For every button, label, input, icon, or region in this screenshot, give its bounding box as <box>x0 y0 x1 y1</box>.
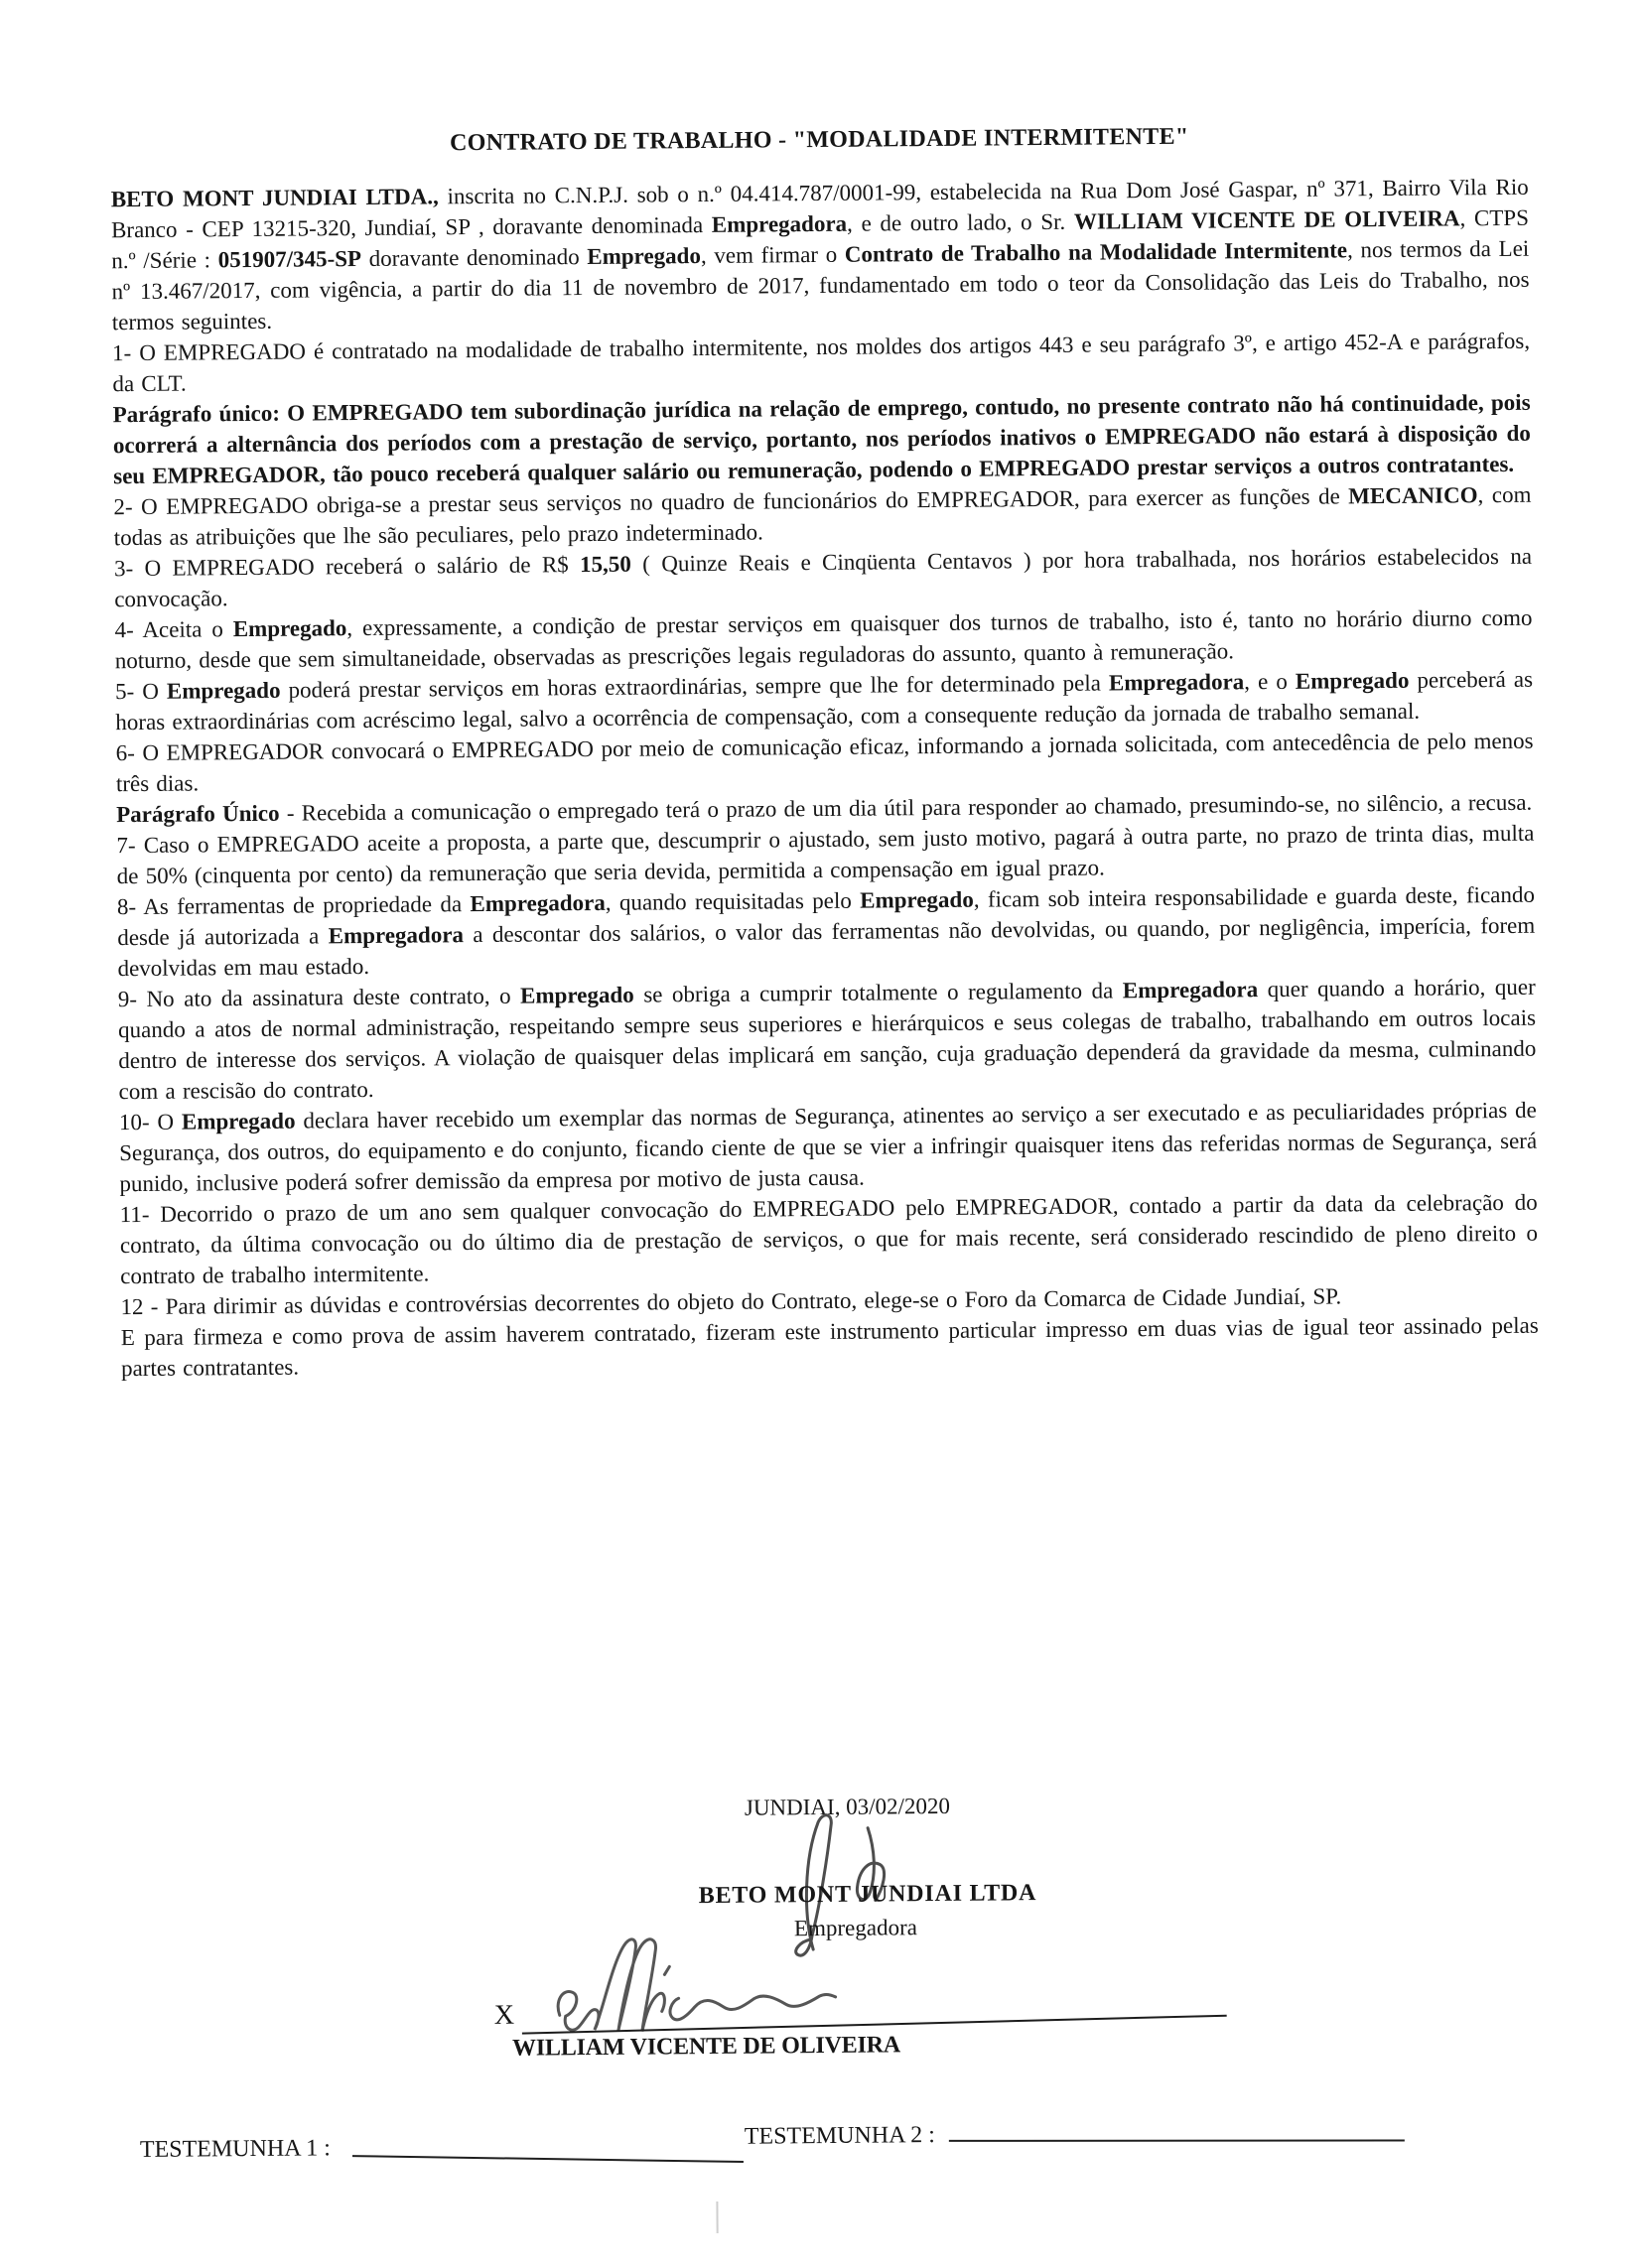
clause-1-paragrafo-unico: Parágrafo único: O EMPREGADO tem subordinação jurídica na relação de emprego, contudo, no presente contrato não há continuidade, pois ocorrerá a alternância dos períodos com a prestação de serviço, portanto, nos períodos inativos o EMPREGADO não estará à disposição do seu EMPREGADOR, tão pouco receberá qualquer salário ou remuneração, podendo o EMPREGADO prestar serviços a outros contratantes. <box>112 389 1531 489</box>
witness-1-label: TESTEMUNHA 1 : <box>139 2135 332 2164</box>
clause-10: 10- O Empregado declara haver recebido um exemplar das normas de Segurança, atinentes ao serviço a ser executado e as peculiaridades próprias de Segurança, dos outros, do equipamento e do conjunto, ficando ciente de que se vier a infringir quaisquer itens das referidas normas de Segurança, será punido, inclusive poderá sofrer demissão da empresa por motivo de justa causa. <box>118 1097 1538 1197</box>
employer-role-label: Empregadora <box>793 1915 917 1941</box>
witness-2-line <box>949 2140 1405 2142</box>
clause-11: 11- Decorrido o prazo de um ano sem qualquer convocação do EMPREGADO pelo EMPREGADOR, contado a partir da data da celebração do contrato, da última convocação ou do último dia de prestação de serviços, o que for mais recente, será considerado rescindido de pleno direito o contrato de trabalho intermitente. <box>119 1189 1539 1289</box>
x-mark: X <box>493 1999 515 2031</box>
clause-8: 8- As ferramentas de propriedade da Empregadora, quando requisitadas pelo Empregado, ficam sob inteira responsabilidade e guarda deste, ficando desde já autorizada a Empregadora a descontar dos salários, o valor das ferramentas não devolvidas, ou quando, por negligência, imperícia, forem devolvidas em mau estado. <box>116 881 1536 982</box>
clause-7: 7- Caso o EMPREGADO aceite a proposta, a parte que, descumprir o ajustado, sem justo motivo, pagará à outra parte, no prazo de trinta dias, multa de 50% (cinquenta por cento) da remuneração que seria devida, permitida a compensação em igual prazo. <box>116 820 1535 889</box>
intro-paragraph: BETO MONT JUNDIAI LTDA., inscrita no C.N.P.J. sob o n.º 04.414.787/0001-99, estabelecida na Rua Dom José Gaspar, nº 371, Bairro Vila Rio Branco - CEP 13215-320, Jundiaí, SP , doravante denominada Empregadora, e de outro lado, o Sr. WILLIAM VICENTE DE OLIVEIRA, CTPS n.º /Série : 051907/345-SP doravante denominado Empregado, vem firmar o Contrato de Trabalho na Modalidade Intermitente, nos termos da Lei nº 13.467/2017, com vigência, a partir do dia 11 de novembro de 2017, fundamentado em todo o teor da Consolidação das Leis do Trabalho, nos termos seguintes. <box>110 174 1530 335</box>
contract-body <box>110 119 1539 1384</box>
employer-company-name: BETO MONT JUNDIAI LTDA <box>698 1880 1037 1910</box>
clause-2: 2- O EMPREGADO obriga-se a prestar seus serviços no quadro de funcionários do EMPREGADOR, para exercer as funções de MECANICO, com todas as atribuições que lhe são peculiares, pelo prazo indeterminado. <box>113 481 1532 551</box>
clause-4: 4- Aceita o Empregado, expressamente, a condição de prestar serviços em quaisquer dos turnos de trabalho, isto é, tanto no horário diurno como noturno, desde que sem simultaneidade, observadas as prescrições legais reguladoras do assunto, quanto à remuneração. <box>114 604 1533 674</box>
clause-12: 12 - Para dirimir as dúvidas e controvérsias decorrentes do objeto do Contrato, elege-se o Foro da Comarca de Cidade Jundiaí, SP. E para firmeza e como prova de assim haverem contratado, fizeram este instrumento particular impresso em duas vias de igual teor assinado pelas partes contratantes. <box>120 1283 1539 1382</box>
witness-1-line <box>352 2155 744 2163</box>
paragrafo-unico: Parágrafo Único - Recebida a comunicação o empregado terá o prazo de um dia útil para responder ao chamado, presumindo-se, no silêncio, a recusa. <box>116 789 1533 828</box>
scan-artifact-line <box>716 2201 718 2233</box>
clause-1: 1- O EMPREGADO é contratado na modalidade de trabalho intermitente, nos moldes dos artigos 443 e seu parágrafo 3º, e artigo 452-A e parágrafos, da CLT. <box>112 328 1531 397</box>
clause-3: 3- O EMPREGADO receberá o salário de R$ 15,50 ( Quinze Reais e Cinqüenta Centavos ) por hora trabalhada, nos horários estabelecidos na convocação. <box>113 543 1533 612</box>
clause-9: 9- No ato da assinatura deste contrato, o Empregado se obriga a cumprir totalmente o regulamento da Empregadora quer quando a horário, quer quando a atos de normal administração, respeitando sempre seus superiores e hierárquicos e seus colegas de trabalho, trabalhando em outros locais dentro de interesse dos serviços. A violação de quaisquer delas implicará em sanção, cuja graduação dependerá da gravidade da mesma, culminando com a rescisão do contrato. <box>117 974 1537 1105</box>
date-line: JUNDIAI, 03/02/2020 <box>744 1793 951 1820</box>
witness-2-label: TESTEMUNHA 2 : <box>744 2122 935 2150</box>
clause-6: 6- O EMPREGADOR convocará o EMPREGADO por meio de comunicação eficaz, informando a jornada solicitada, com antecedência de pelo menos três dias. <box>115 728 1534 797</box>
employee-name: WILLIAM VICENTE DE OLIVEIRA <box>511 2032 901 2062</box>
contract-title: CONTRATO DE TRABALHO - "MODALIDADE INTERMITENTE" <box>449 123 1189 157</box>
clause-5: 5- O Empregado poderá prestar serviços em horas extraordinárias, sempre que lhe for determinado pela Empregadora, e o Empregado perceberá as horas extraordinárias com acréscimo legal, salvo a ocorrência de compensação, com a consequente redução da jornada de trabalho semanal. <box>114 666 1534 735</box>
